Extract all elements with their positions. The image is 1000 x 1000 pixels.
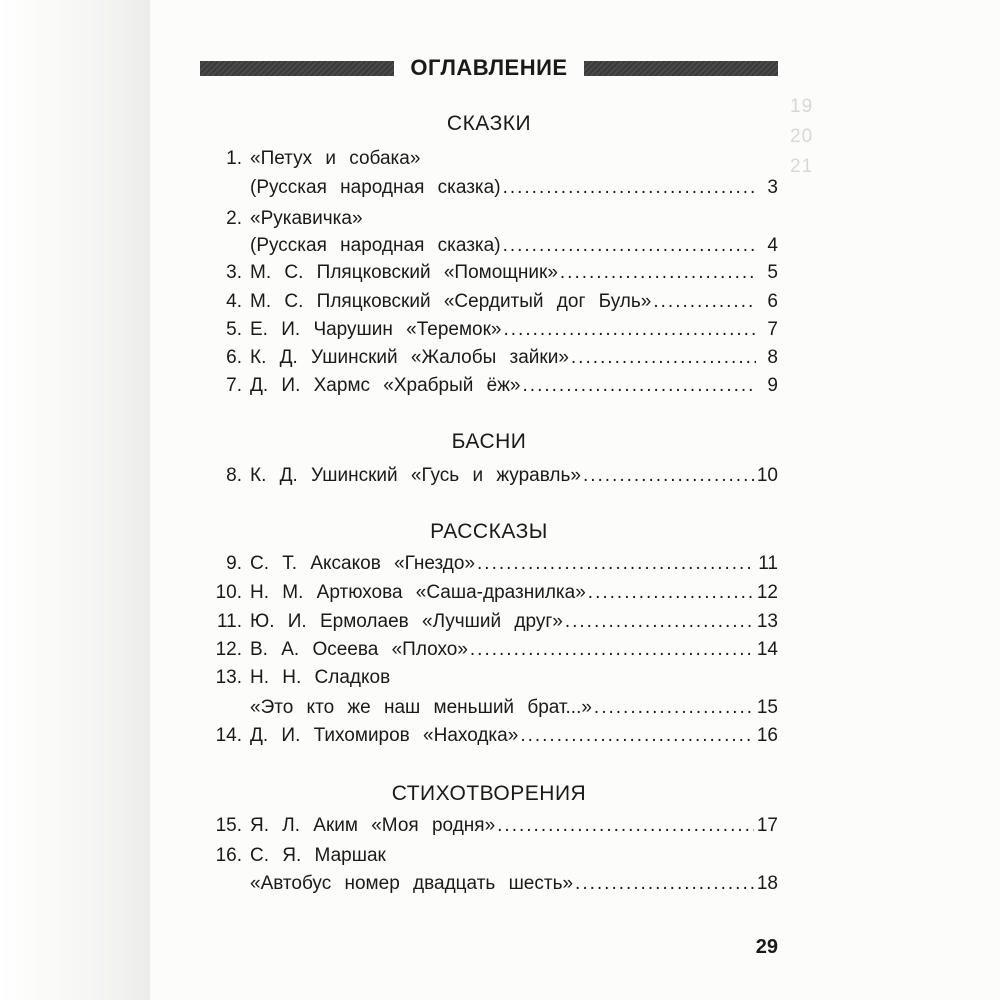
entry-page: 9 (767, 375, 778, 396)
entry-number: 11. (216, 611, 242, 632)
entry-subtitle: «Автобус номер двадцать шесть» (250, 873, 574, 894)
toc-entry[interactable] (200, 579, 778, 607)
entry-number: 12. (215, 639, 242, 660)
toc-entry[interactable] (200, 842, 778, 870)
page-number: 29 (755, 936, 778, 958)
entry-number: 9. (226, 553, 242, 574)
toc-heading (200, 56, 778, 80)
entry-title: «Рукавичка» (250, 208, 363, 229)
entry-title: В. А. Осеева «Плохо» (250, 639, 468, 660)
leader-dots (565, 608, 754, 636)
page-gutter-shadow (0, 0, 150, 1000)
leader-dots (594, 694, 754, 722)
entry-page: 15 (756, 697, 778, 718)
entry-page: 17 (756, 815, 778, 836)
entry-number: 3. (226, 262, 242, 283)
leader-dots (503, 174, 756, 202)
leader-dots (588, 579, 754, 607)
toc-entry[interactable] (200, 316, 778, 344)
toc-entry-continuation[interactable] (200, 694, 778, 722)
leader-dots (575, 870, 754, 898)
toc-entry[interactable] (200, 608, 778, 636)
leader-dots (477, 550, 754, 578)
entry-title: Н. Н. Сладков (250, 667, 391, 688)
toc-entry-continuation[interactable] (200, 232, 778, 260)
entry-number: 5. (226, 319, 242, 340)
section-title-basni: БАСНИ (451, 430, 527, 453)
toc-entry-continuation[interactable] (200, 174, 778, 202)
entry-number: 8. (226, 465, 242, 486)
entry-subtitle: (Русская народная сказка) (250, 235, 501, 256)
entry-number: 7. (226, 375, 242, 396)
entry-page: 3 (767, 177, 778, 198)
entry-title: С. Я. Маршак (250, 845, 386, 866)
entry-number: 15. (215, 815, 242, 836)
toc-entry[interactable] (200, 462, 778, 490)
leader-dots (503, 316, 756, 344)
entry-title: Д. И. Хармс «Храбрый ёж» (250, 375, 521, 396)
entry-number: 6. (226, 347, 242, 368)
leader-dots (571, 344, 756, 372)
entry-number: 13. (215, 667, 242, 688)
entry-number: 1. (226, 148, 242, 169)
entry-title: К. Д. Ушинский «Гусь и журавль» (250, 465, 581, 486)
entry-page: 12 (756, 582, 778, 603)
leader-dots (560, 259, 756, 287)
leader-dots (470, 636, 754, 664)
toc-entry-continuation[interactable] (200, 870, 778, 898)
entry-page: 5 (767, 262, 778, 283)
entry-number: 10. (215, 582, 242, 603)
entry-subtitle: (Русская народная сказка) (250, 177, 501, 198)
entry-title: «Петух и собака» (250, 148, 421, 169)
entry-page: 13 (756, 611, 778, 632)
entry-page: 4 (767, 235, 778, 256)
section-title-rasskazy: РАССКАЗЫ (430, 520, 548, 543)
entry-page: 7 (767, 319, 778, 340)
bleed-through-decoration: 20 (790, 126, 814, 147)
toc-entry[interactable] (200, 636, 778, 664)
toc-entry[interactable] (200, 259, 778, 287)
entry-subtitle: «Это кто же наш меньший брат...» (250, 697, 592, 718)
entry-page: 18 (756, 873, 778, 894)
entry-number: 2. (226, 208, 242, 229)
toc-entry[interactable] (200, 344, 778, 372)
leader-dots (503, 232, 756, 260)
entry-page: 6 (767, 291, 778, 312)
entry-page: 16 (756, 725, 778, 746)
entry-page: 8 (767, 347, 778, 368)
toc-entry[interactable] (200, 550, 778, 578)
entry-number: 16. (215, 845, 242, 866)
toc-entry[interactable] (200, 812, 778, 840)
toc-entry[interactable] (200, 205, 778, 233)
entry-title: М. С. Пляцковский «Сердитый дог Буль» (250, 291, 652, 312)
entry-title: Ю. И. Ермолаев «Лучший друг» (250, 611, 563, 632)
bleed-through-decoration: 21 (790, 156, 814, 177)
toc-entry[interactable] (200, 145, 778, 173)
entry-title: К. Д. Ушинский «Жалобы зайки» (250, 347, 569, 368)
heading-bar-left (200, 61, 394, 76)
entry-page: 11 (758, 553, 778, 574)
leader-dots (523, 372, 756, 400)
entry-title: Е. И. Чарушин «Теремок» (250, 319, 502, 340)
toc-entry[interactable] (200, 722, 778, 750)
leader-dots (520, 722, 754, 750)
entry-title: С. Т. Аксаков «Гнездо» (250, 553, 476, 574)
toc-entry[interactable] (200, 288, 778, 316)
entry-number: 4. (226, 291, 242, 312)
section-title-skazki: СКАЗКИ (446, 112, 532, 135)
entry-page: 10 (756, 465, 778, 486)
entry-title: М. С. Пляцковский «Помощник» (250, 262, 558, 283)
bleed-through-decoration: 19 (790, 96, 814, 117)
leader-dots (497, 812, 754, 840)
entry-page: 14 (756, 639, 778, 660)
leader-dots (583, 462, 754, 490)
entry-number: 14. (215, 725, 242, 746)
toc-entry[interactable] (200, 664, 778, 692)
leader-dots (653, 288, 756, 316)
toc-entry[interactable] (200, 372, 778, 400)
entry-title: Я. Л. Аким «Моя родня» (250, 815, 496, 836)
heading-bar-right (584, 61, 778, 76)
entry-title: Н. М. Артюхова «Саша-дразнилка» (250, 582, 586, 603)
section-title-stikhi: СТИХОТВОРЕНИЯ (391, 782, 587, 805)
entry-title: Д. И. Тихомиров «Находка» (250, 725, 519, 746)
page-title: ОГЛАВЛЕНИЕ (410, 55, 568, 80)
